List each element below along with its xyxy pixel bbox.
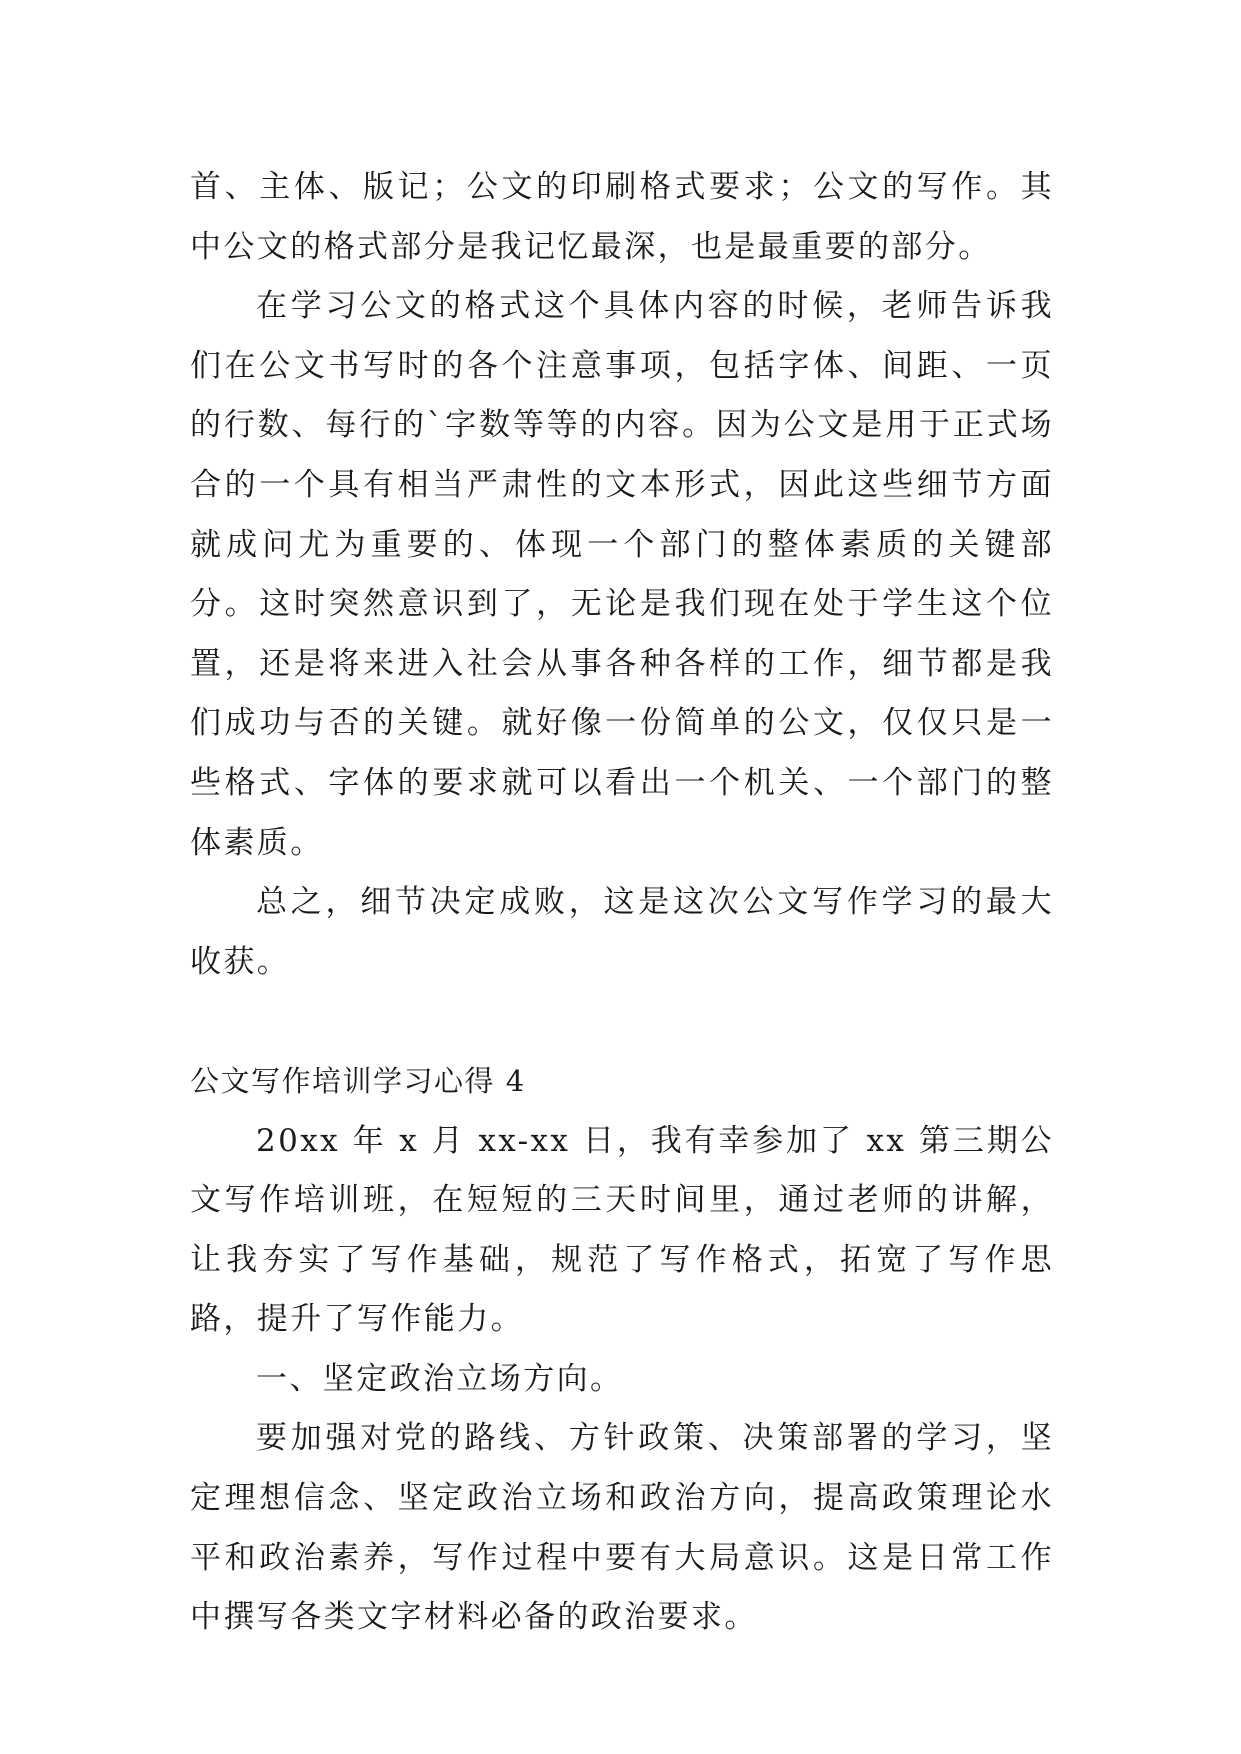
- section-title: 公文写作培训学习心得 4: [190, 1063, 526, 1098]
- paragraph-point-one-body: 要加强对党的路线、方针政策、决策部署的学习，坚定理想信念、坚定政治立场和政治方向，提高政策理论水平和政治素养，写作过程中要有大局意识。这是日常工作中撰写各类文字材料必备的政治要求。: [190, 1420, 1054, 1636]
- section-spacer: [190, 992, 1054, 1052]
- paragraph-continuation: 首、主体、版记；公文的印刷格式要求；公文的写作。其中公文的格式部分是我记忆最深，也是最重要的部分。: [190, 169, 1054, 265]
- document-body: [190, 158, 1054, 1648]
- paragraph-point-one-heading: 一、坚定政治立场方向。: [256, 1360, 624, 1397]
- paragraph-conclusion: 总之，细节决定成败，这是这次公文写作学习的最大收获。: [190, 884, 1054, 980]
- paragraph-training-intro: 20xx 年 x 月 xx-xx 日，我有幸参加了 xx 第三期公文写作培训班，在短短的三天时间里，通过老师的讲解，让我夯实了写作基础，规范了写作格式，拓宽了写作思路，提升了写作能力。: [190, 1122, 1054, 1338]
- paragraph-format-details: 在学习公文的格式这个具体内容的时候，老师告诉我们在公文书写时的各个注意事项，包括字体、间距、一页的行数、每行的`字数等等的内容。因为公文是用于正式场合的一个具有相当严肃性的文本形式，因此这些细节方面就成问尤为重要的、体现一个部门的整体素质的关键部分。这时突然意识到了，无论是我们现在处于学生这个位置，还是将来进入社会从事各种各样的工作，细节都是我们成功与否的关键。就好像一份简单的公文，仅仅只是一些格式、字体的要求就可以看出一个机关、一个部门的整体素质。: [190, 288, 1054, 861]
